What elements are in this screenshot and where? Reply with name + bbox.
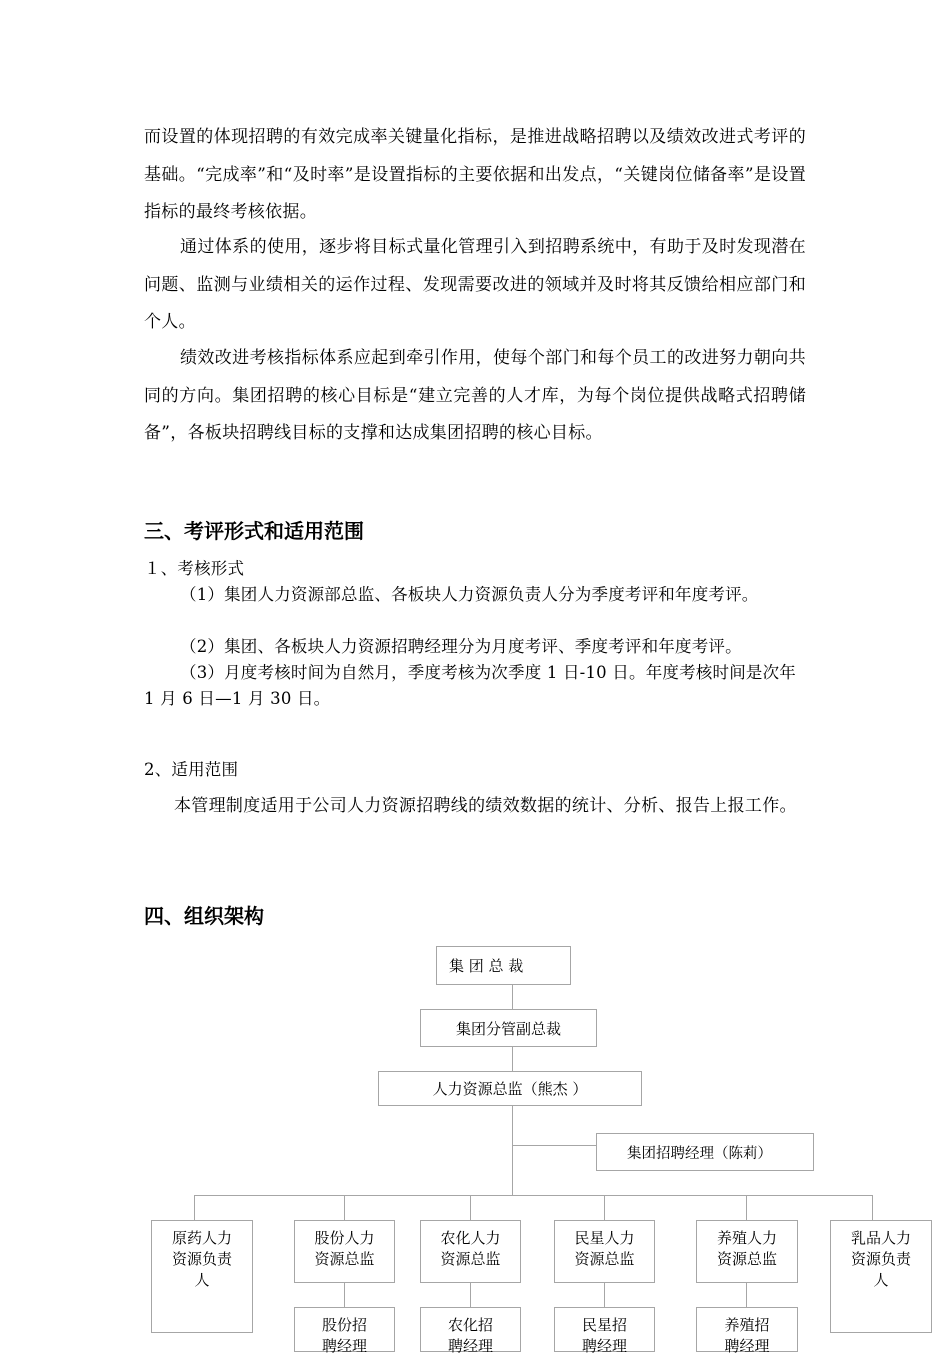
scope-paragraph: 本管理制度适用于公司人力资源招聘线的绩效数据的统计、分析、报告上报工作。 <box>174 796 797 816</box>
org-division-nonghua <box>420 1220 521 1283</box>
org-recruit-label: 民星招聘经理 <box>581 1316 627 1355</box>
org-hr-director-label: 人力资源总监（熊杰 ） <box>432 1080 588 1098</box>
org-vp-label: 集团分管副总裁 <box>455 1019 561 1038</box>
org-recruit-yangzhi <box>696 1307 798 1355</box>
org-hr-director-box <box>378 1071 642 1106</box>
connector-div-2 <box>344 1195 345 1220</box>
org-division-minxing <box>554 1220 655 1283</box>
org-division-yuanyao <box>151 1220 253 1333</box>
org-ceo-box <box>436 946 571 985</box>
org-recruit-minxing <box>554 1307 655 1355</box>
org-division-gufen <box>294 1220 395 1283</box>
connector-recruit-1 <box>344 1282 345 1307</box>
connector-vp-director <box>512 1047 513 1071</box>
org-recruit-label: 股份招聘经理 <box>321 1316 367 1355</box>
org-group-recruit-label: 集团招聘经理（陈莉） <box>627 1145 772 1162</box>
assessment-item-1: （1）集团人力资源部总监、各板块人力资源负责人分为季度考评和年度考评。 <box>180 585 759 604</box>
connector-div-3 <box>470 1195 471 1220</box>
org-division-label: 股份人力资源总监 <box>314 1229 375 1268</box>
org-division-yangzhi <box>696 1220 798 1283</box>
org-division-label: 农化人力资源总监 <box>440 1229 501 1268</box>
org-division-label: 乳品人力资源负责人 <box>850 1229 911 1289</box>
connector-div-6 <box>872 1195 873 1220</box>
org-recruit-gufen <box>294 1307 395 1355</box>
connector-to-group-recruit <box>512 1145 596 1146</box>
org-division-rupin <box>830 1220 932 1333</box>
org-recruit-label: 农化招聘经理 <box>447 1316 493 1355</box>
org-recruit-label: 养殖招聘经理 <box>724 1316 770 1355</box>
org-recruit-nonghua <box>420 1307 521 1355</box>
section-3-heading: 三、考评形式和适用范围 <box>144 519 364 543</box>
connector-div-1 <box>194 1195 195 1220</box>
org-division-label: 养殖人力资源总监 <box>716 1229 777 1268</box>
org-ceo-label: 集 团 总 裁 <box>449 957 524 975</box>
scope-subheading: 2、适用范围 <box>144 760 239 779</box>
connector-div-5 <box>746 1195 747 1220</box>
assessment-item-3: （3）月度考核时间为自然月，季度考核为次季度 1 日-10 日。年度考核时间是次年 1 月 6 日—1 月 30 日。 <box>144 663 797 708</box>
assessment-item-2: （2）集团、各板块人力资源招聘经理分为月度考评、季度考评和年度考评。 <box>180 637 742 656</box>
connector-recruit-3 <box>604 1282 605 1307</box>
org-division-label: 原药人力资源负责人 <box>171 1229 232 1289</box>
org-division-label: 民星人力资源总监 <box>574 1229 635 1268</box>
connector-division-bus <box>194 1195 873 1196</box>
connector-ceo-vp <box>512 985 513 1009</box>
paragraph-3: 绩效改进考核指标体系应起到牵引作用，使每个部门和每个员工的改进努力朝向共同的方向。集团招聘的核心目标是“建立完善的人才库，为每个岗位提供战略式招聘储备”，各板块招聘线目标的支撑和达成集团招聘的核心目标。 <box>144 348 806 443</box>
assessment-form-subheading: １、考核形式 <box>144 559 245 578</box>
connector-recruit-4 <box>746 1282 747 1307</box>
connector-recruit-2 <box>470 1282 471 1307</box>
org-vp-box <box>420 1009 597 1047</box>
paragraph-1: 而设置的体现招聘的有效完成率关键量化指标，是推进战略招聘以及绩效改进式考评的基础。“完成率”和“及时率”是设置指标的主要依据和出发点，“关键岗位储备率”是设置指标的最终考核依据。 <box>144 127 806 222</box>
paragraph-2: 通过体系的使用，逐步将目标式量化管理引入到招聘系统中，有助于及时发现潜在问题、监测与业绩相关的运作过程、发现需要改进的领域并及时将其反馈给相应部门和个人。 <box>144 237 806 332</box>
connector-div-4 <box>604 1195 605 1220</box>
connector-director-trunk <box>512 1106 513 1195</box>
org-group-recruit-box <box>596 1133 814 1171</box>
section-4-heading: 四、组织架构 <box>144 904 264 928</box>
